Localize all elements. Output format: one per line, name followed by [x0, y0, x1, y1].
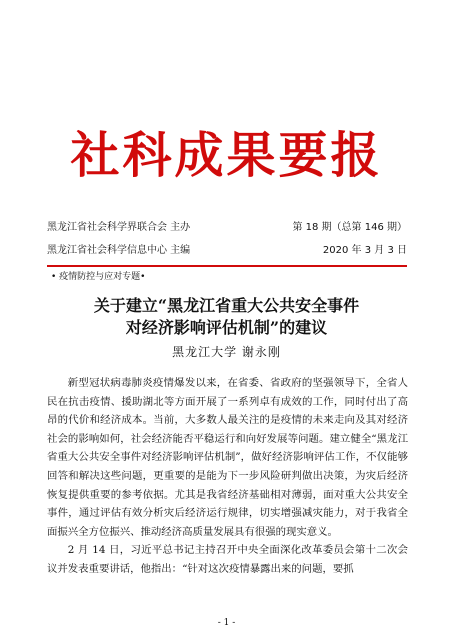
header-row-sponsor	[47, 221, 407, 235]
masthead-title: 社科成果要报	[70, 127, 383, 184]
article-title-line-2: 对经济影响评估机制”的建议	[125, 318, 328, 337]
article-title-line-1: 关于建立“黑龙江省重大公共安全事件	[93, 296, 360, 315]
page-number: - 1 -	[217, 618, 236, 628]
body-paragraph: 新型冠状病毒肺炎疫情爆发以来，在省委、省政府的坚强领导下，全省人民在抗击疫情、援助湖北等方面开展了一系列卓有成效的工作，同时付出了高昂的代价和经济成本。当前，大多数人最关注的是疫情的未来走向及其对经济社会的影响如何，社会经济能否平稳运行和向好发展等问题。建立健全“黑龙江省重大公共安全事件对经济影响评估机制”，做好经济影响评估工作，不仅能够回答和解决这些问题，更重要的是能为下一步风险研判做出决策，为灾后经济恢复提供重要的参考依据。尤其是我省经济基础相对薄弱，面对重大公共安全事件，通过评估有效分析灾后经济运行规律，切实增强减灾能力，对于我省全面振兴全方位振兴、推动经济高质量发展具有很强的现实意义。	[47, 377, 408, 538]
article-author: 黑龙江大学 谢永刚	[172, 345, 281, 359]
article-body	[47, 374, 408, 579]
issue-date: 2020 年 3 月 3 日	[322, 245, 407, 256]
column-tag: • 疫情防控与应对专题•	[51, 272, 146, 282]
body-paragraph: 2 月 14 日，习近平总书记主持召开中央全面深化改革委员会第十二次会议并发表重要讲话，他指出：“针对这次疫情暴露出来的问题，要抓	[47, 544, 408, 575]
sponsor-text: 黑龙江省社会科学界联合会 主办	[47, 222, 191, 233]
header-divider	[47, 265, 407, 267]
header-row-editor	[47, 244, 407, 258]
issue-number: 第 18 期（总第 146 期）	[292, 222, 407, 233]
editor-text: 黑龙江省社会科学信息中心 主编	[47, 245, 191, 256]
